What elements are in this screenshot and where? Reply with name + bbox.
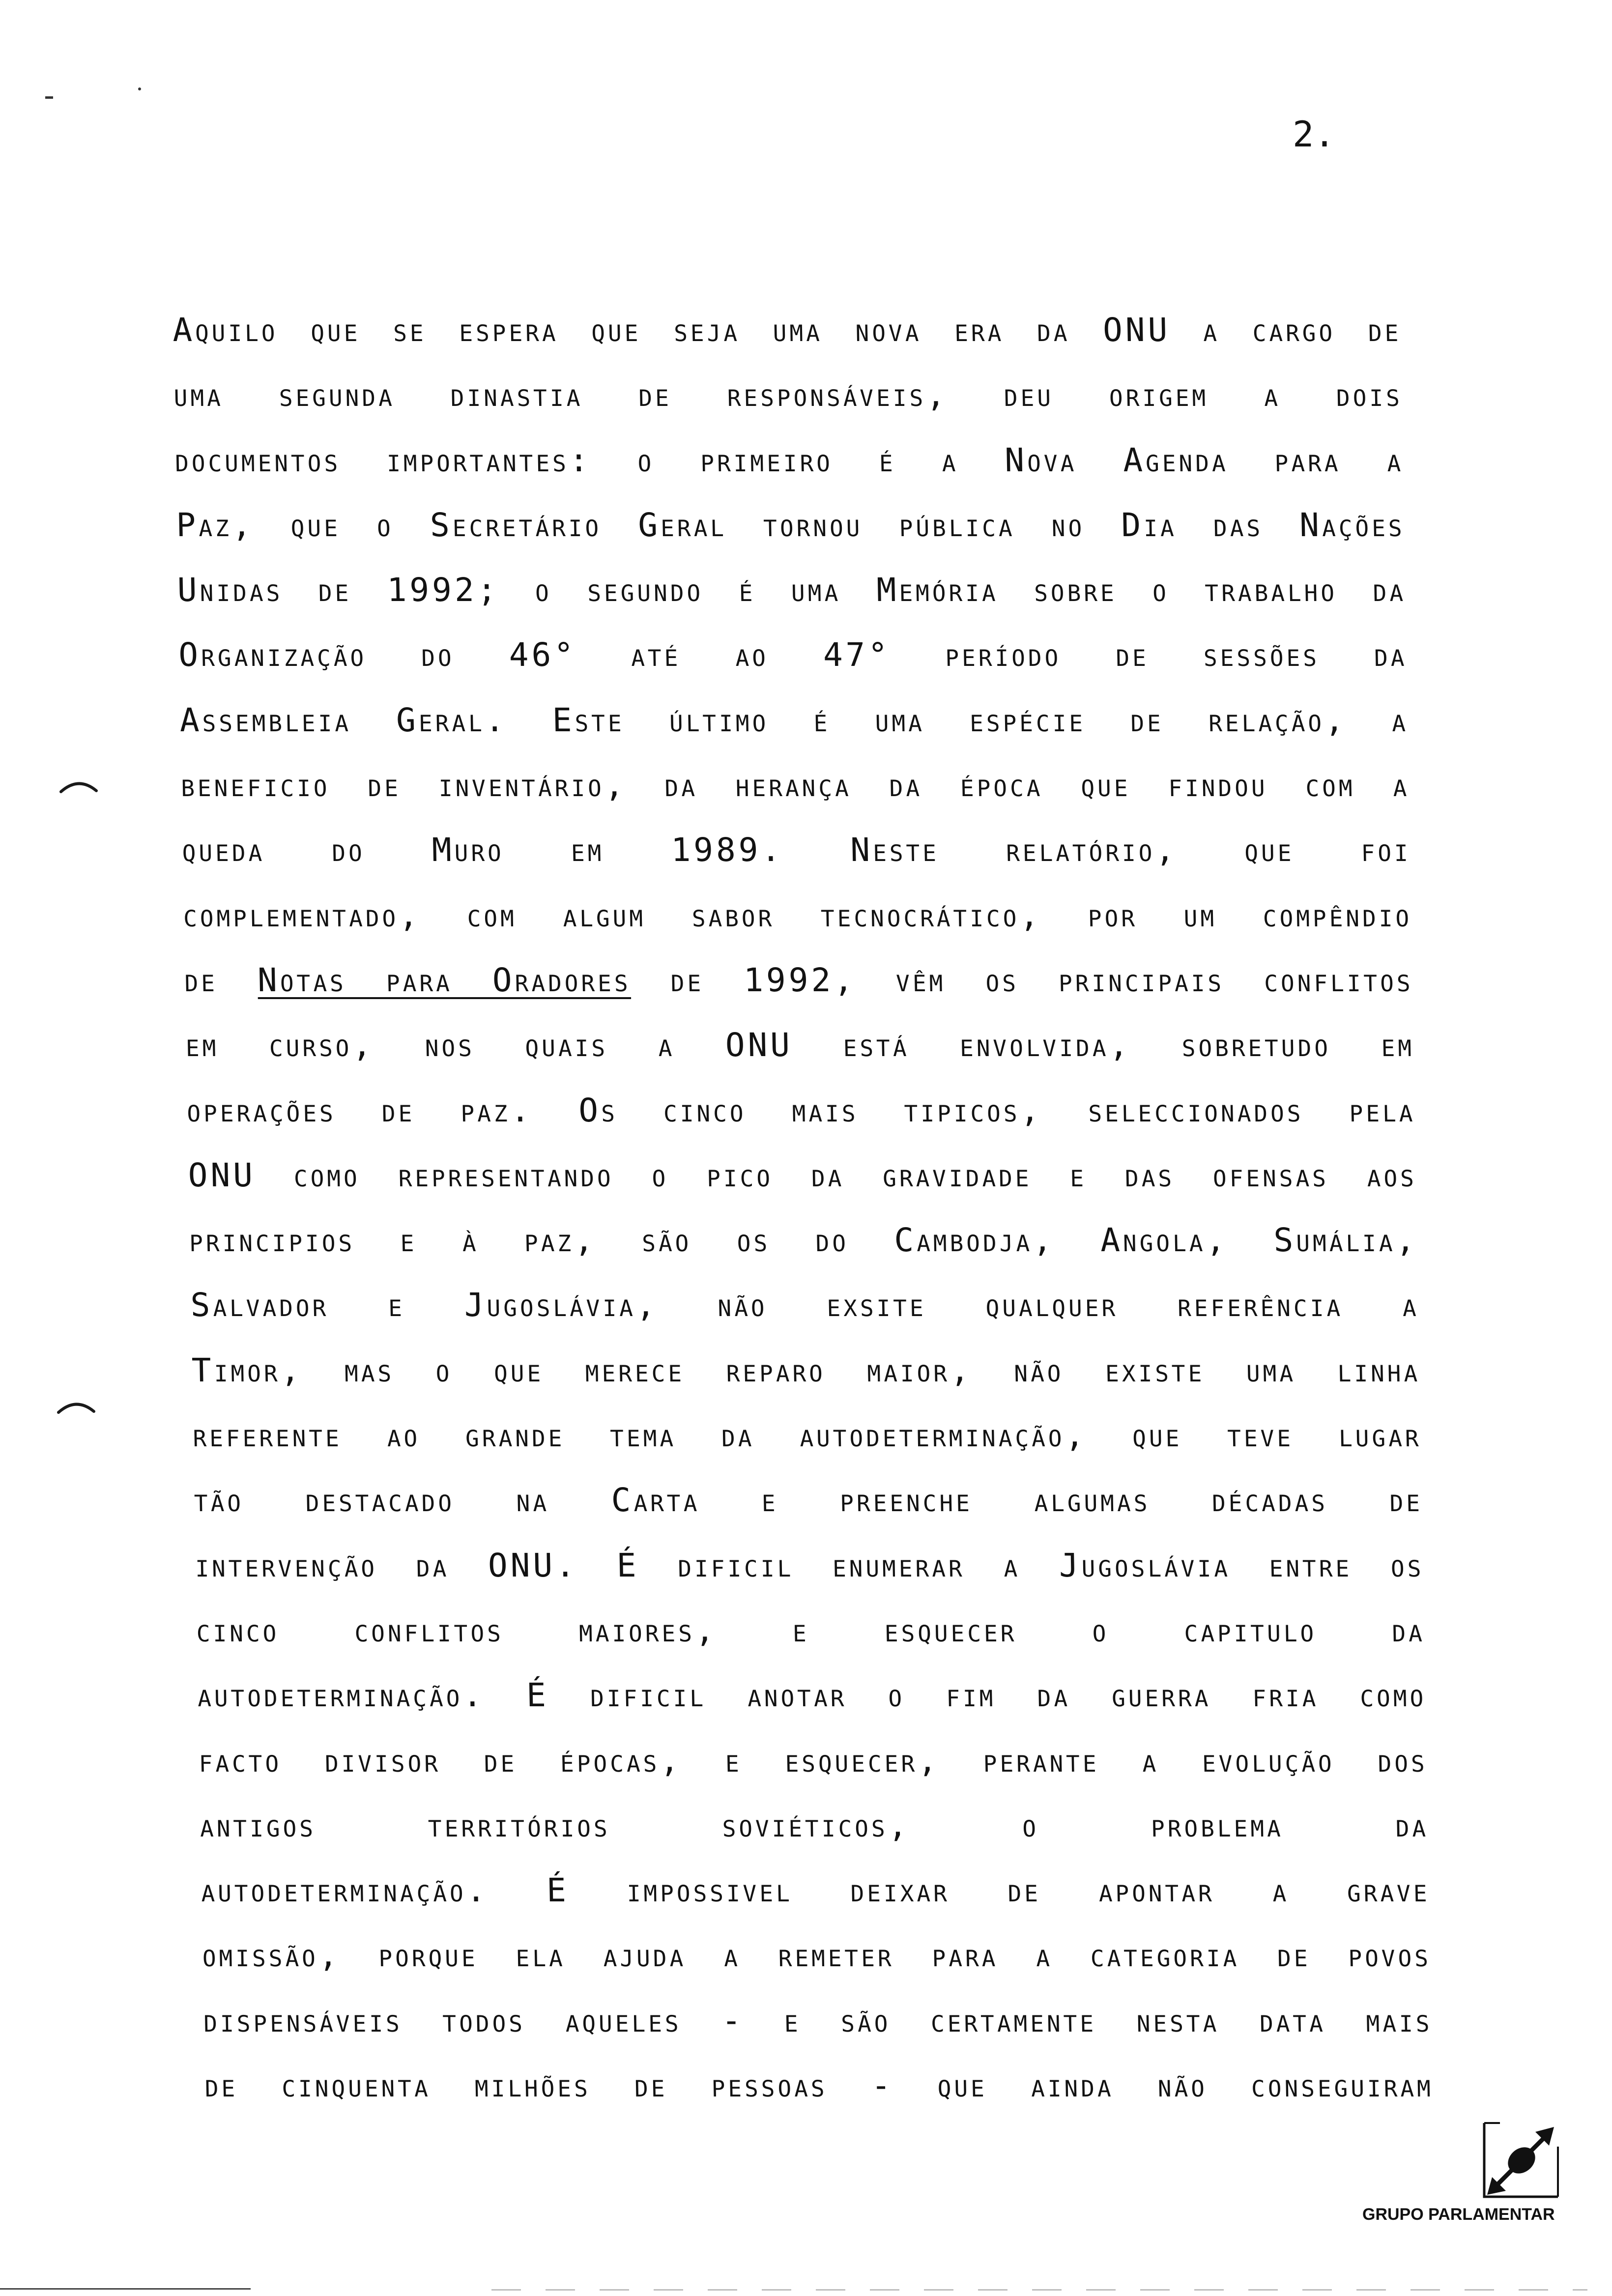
text-line: referente ao grande tema da autodeterminação, que teve lugar — [192, 1416, 1422, 1455]
text-segment: de 1992, vêm os principais conflitos — [630, 961, 1414, 999]
text-line: Salvador e Jugoslávia, não exsite qualquer referência a — [190, 1286, 1420, 1324]
text-line: Assembleia Geral. Este último é uma espécie de relação, a — [179, 701, 1409, 739]
text-segment: de — [184, 961, 258, 999]
text-line: omissão, porque ela ajuda a remeter para a categoria de povos — [202, 1936, 1432, 1975]
text-line: complementado, com algum sabor tecnocrático, por um compêndio — [183, 896, 1412, 934]
text-line: tão destacado na Carta e preenche algumas décadas de — [194, 1481, 1423, 1520]
text-line: principios e à paz, são os do Cambodja, Angola, Sumália, — [189, 1221, 1418, 1260]
underlined-publication-title: Notas para Oradores — [257, 961, 632, 999]
scan-edge-line — [491, 2289, 1587, 2291]
text-line: Unidas de 1992; o segundo é uma Memória sobre o trabalho da — [177, 571, 1407, 609]
text-line: beneficio de inventário, da herança da época que findou com a — [180, 766, 1410, 804]
parliamentary-group-emblem-icon — [1480, 2117, 1561, 2203]
text-line: Timor, mas o que merece reparo maior, não existe uma linha — [191, 1351, 1421, 1389]
text-line: Aquilo que se espera que seja uma nova era da ONU a cargo de — [172, 311, 1402, 349]
page-number: 2. — [1293, 114, 1335, 155]
text-line: cinco conflitos maiores, e esquecer o capitulo da — [196, 1611, 1426, 1649]
punch-hole-mark — [59, 779, 98, 794]
scan-edge-line — [0, 2288, 251, 2290]
text-line: antigos territórios soviéticos, o problema da — [200, 1806, 1429, 1844]
text-line: Organização do 46° até ao 47° período de sessões da — [178, 636, 1408, 674]
text-line: documentos importantes: o primeiro é a Nova Agenda para a — [174, 441, 1404, 479]
text-line: em curso, nos quais a ONU está envolvida, sobretudo em — [185, 1026, 1415, 1064]
scan-speck — [138, 87, 141, 90]
text-line: dispensáveis todos aqueles - e são certamente nesta data mais — [203, 2001, 1433, 2039]
punch-hole-mark — [57, 1400, 96, 1414]
text-line: de cinquenta milhões de pessoas - que ainda não conseguiram — [204, 2066, 1434, 2105]
text-line: uma segunda dinastia de responsáveis, deu origem a dois — [173, 376, 1403, 414]
text-line — [184, 948, 1413, 1013]
text-line: facto divisor de épocas, e esquecer, perante a evolução dos — [198, 1741, 1428, 1779]
text-line: autodeterminação. É impossivel deixar de apontar a grave — [201, 1871, 1431, 1910]
text-line: ONU como representando o pico da gravidade e das ofensas aos — [188, 1156, 1417, 1194]
text-line: queda do Muro em 1989. Neste relatório, que foi — [181, 831, 1411, 869]
scan-speck — [45, 96, 53, 99]
text-line: autodeterminação. É dificil anotar o fim da guerra fria como — [197, 1676, 1427, 1715]
text-line: operações de paz. Os cinco mais tipicos, seleccionados pela — [186, 1091, 1416, 1129]
logo-label: GRUPO PARLAMENTAR — [1362, 2205, 1555, 2224]
text-line: Paz, que o Secretário Geral tornou pública no Dia das Nações — [175, 506, 1406, 544]
text-line: intervenção da ONU. É dificil enumerar a Jugoslávia entre os — [195, 1546, 1424, 1584]
body-text — [172, 298, 1434, 2118]
